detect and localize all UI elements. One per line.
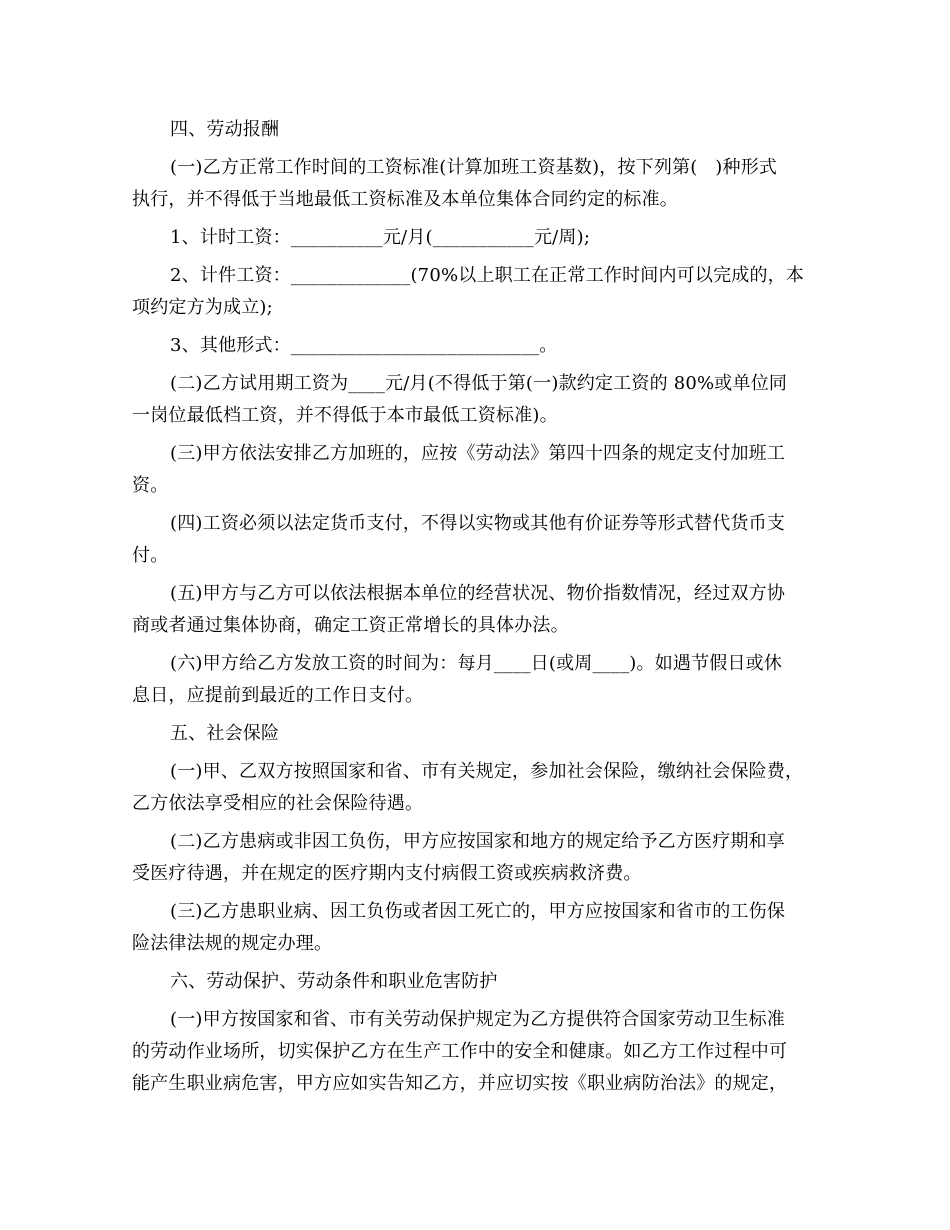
- document-body: [132, 114, 822, 1100]
- text-line: 付。: [132, 545, 169, 566]
- text-line: 资。: [132, 475, 169, 496]
- text-line: 1、计时工资：__________元/月(___________元/周);: [170, 227, 591, 248]
- text-line: (三)甲方依法安排乙方加班的，应按《劳动法》第四十四条的规定支付加班工: [170, 443, 786, 464]
- text-line: 的劳动作业场所，切实保护乙方在生产工作中的安全和健康。如乙方工作过程中可: [132, 1041, 788, 1062]
- text-line: (三)乙方患职业病、因工负伤或者因工死亡的，甲方应按国家和省市的工伤保: [170, 901, 786, 922]
- text-line: 能产生职业病危害，甲方应如实告知乙方，并应切实按《职业病防治法》的规定，: [132, 1073, 788, 1094]
- text-line: (一)甲、乙双方按照国家和省、市有关规定，参加社会保险，缴纳社会保险费，: [170, 761, 804, 782]
- text-line: (四)工资必须以法定货币支付，不得以实物或其他有价证券等形式替代货币支: [170, 513, 786, 534]
- text-line: 项约定方为成立);: [132, 297, 273, 318]
- text-line: 六、劳动保护、劳动条件和职业危害防护: [170, 971, 498, 992]
- text-line: 乙方依法享受相应的社会保险待遇。: [132, 793, 424, 814]
- text-line: 2、计件工资：_____________(70%以上职工在正常工作时间内可以完成的，本: [170, 265, 805, 286]
- text-line: 执行，并不得低于当地最低工资标准及本单位集体合同约定的标准。: [132, 189, 678, 210]
- text-line: 商或者通过集体协商，确定工资正常增长的具体办法。: [132, 615, 569, 636]
- text-line: 一岗位最低档工资，并不得低于本市最低工资标准)。: [132, 405, 558, 426]
- text-line: (二)乙方患病或非因工负伤，甲方应按国家和地方的规定给予乙方医疗期和享: [170, 831, 786, 852]
- text-line: (五)甲方与乙方可以依法根据本单位的经营状况、物价指数情况，经过双方协: [170, 583, 786, 604]
- text-line: (一)乙方正常工作时间的工资标准(计算加班工资基数)，按下列第( )种形式: [170, 157, 778, 178]
- text-line: 险法律法规的规定办理。: [132, 933, 333, 954]
- text-line: (六)甲方给乙方发放工资的时间为：每月____日(或周____)。如遇节假日或休: [170, 653, 783, 674]
- text-line: 3、其他形式：___________________________。: [170, 335, 558, 356]
- text-line: (二)乙方试用期工资为____元/月(不得低于第(一)款约定工资的 80%或单位同: [170, 373, 788, 394]
- text-line: 息日，应提前到最近的工作日支付。: [132, 685, 424, 706]
- text-line: 五、社会保险: [170, 723, 280, 744]
- text-line: (一)甲方按国家和省、市有关劳动保护规定为乙方提供符合国家劳动卫生标准: [170, 1009, 786, 1030]
- text-line: 受医疗待遇，并在规定的医疗期内支付病假工资或疾病救济费。: [132, 863, 642, 884]
- text-line: 四、劳动报酬: [170, 119, 280, 140]
